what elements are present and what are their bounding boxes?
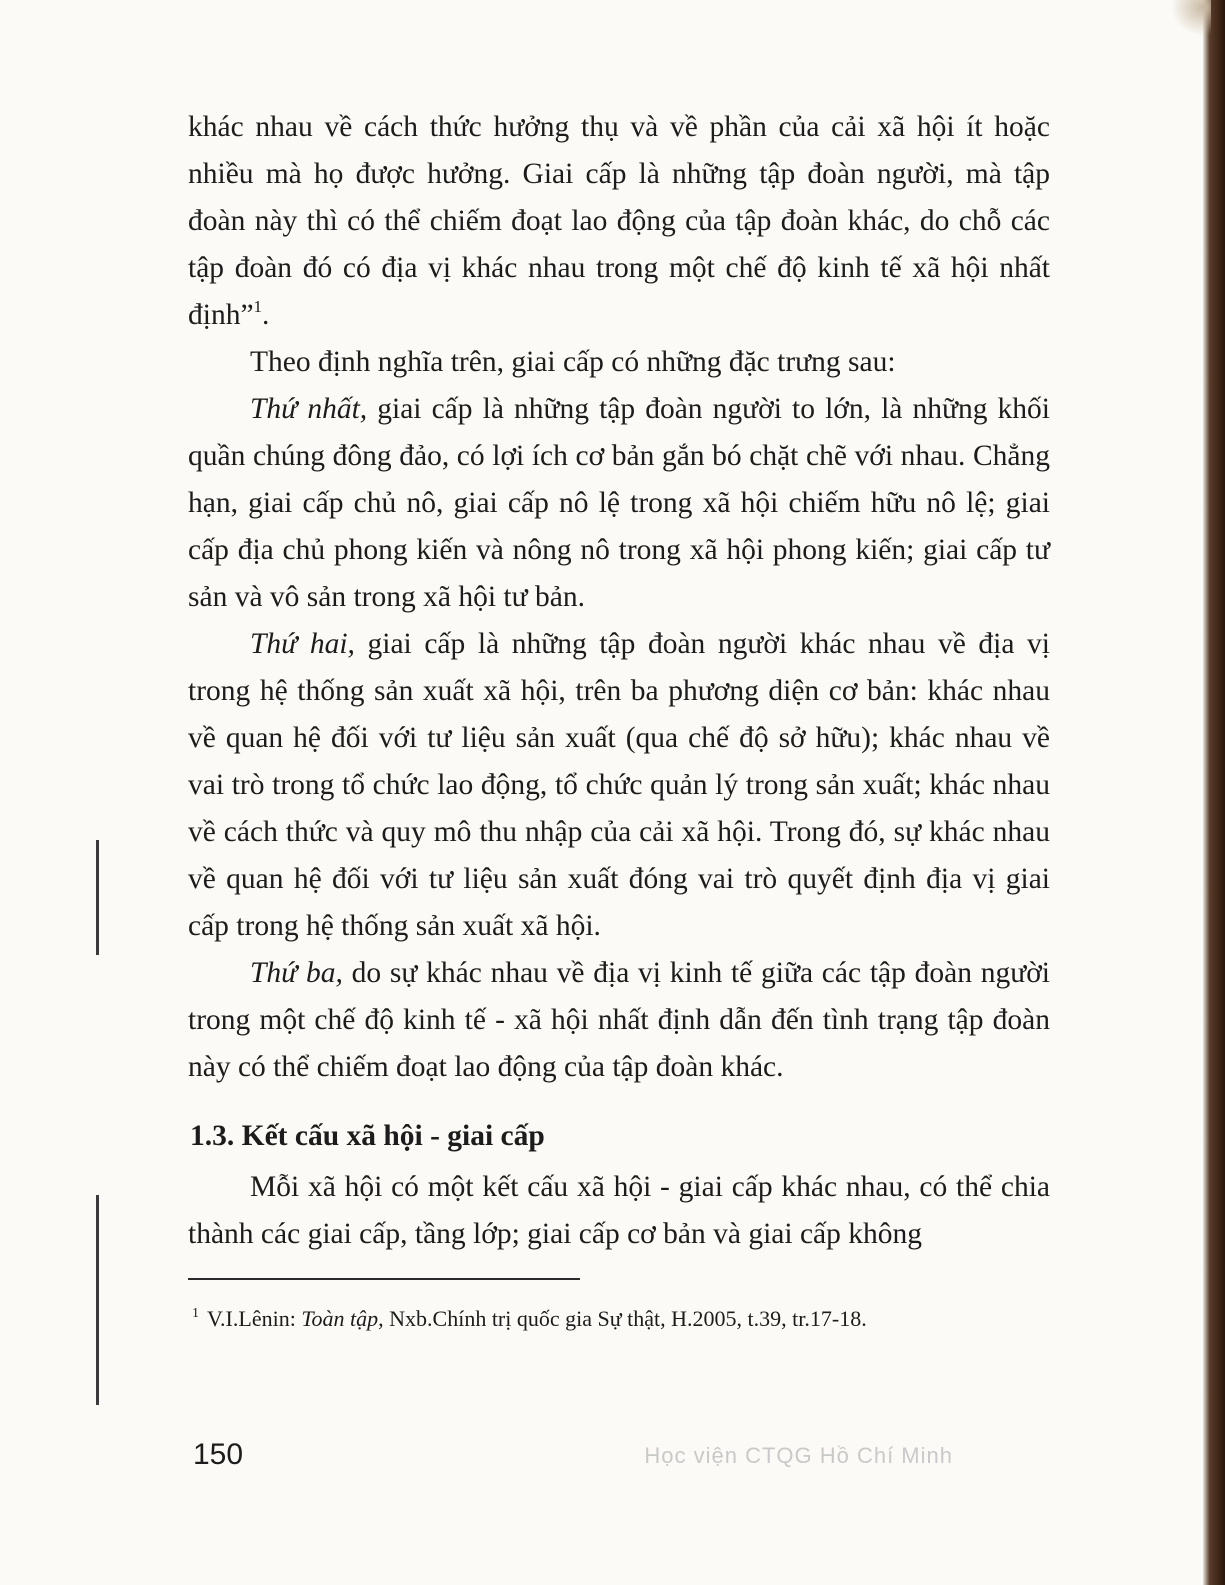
footnote-details: , Nxb.Chính trị quốc gia Sự thật, H.2005, t.39, tr.17-18. [378, 1306, 867, 1331]
page-spine-edge [1203, 0, 1225, 1585]
paragraph-continued-definition [188, 104, 1050, 339]
scan-margin-mark [96, 840, 99, 955]
page-number: 150 [193, 1438, 244, 1471]
section-heading: 1.3. Kết cấu xã hội - giai cấp [190, 1120, 545, 1152]
scan-margin-mark [96, 1195, 99, 1405]
paragraph-characteristics-intro: Theo định nghĩa trên, giai cấp có những đặc trưng sau: [250, 346, 896, 378]
paragraph-text: khác nhau về cách thức hưởng thụ và về phần của cải xã hội ít hoặc nhiều mà họ được hưởng. Giai cấp là những tập đoàn người, mà tập đoàn này thì có thể chiếm đoạt lao động của tập đoàn khác, do chỗ các tập đoàn đó có địa vị khác nhau trong một chế độ kinh tế xã hội nhất định” [188, 111, 1050, 331]
paragraph-text: giai cấp là những tập đoàn người to lớn, là những khối quần chúng đông đảo, có lợi ích cơ bản gắn bó chặt chẽ với nhau. Chẳng hạn, giai cấp chủ nô, giai cấp nô lệ trong xã hội chiếm hữu nô lệ; giai cấp địa chủ phong kiến và nông nô trong xã hội phong kiến; giai cấp tư sản và vô sản trong xã hội tư bản. [188, 393, 1050, 613]
footnote-author: V.I.Lênin: [207, 1306, 302, 1331]
footnote-divider [188, 1278, 580, 1280]
paragraph-text: do sự khác nhau về địa vị kinh tế giữa các tập đoàn người trong một chế độ kinh tế - xã hội nhất định dẫn đến tình trạng tập đoàn này có thể chiếm đoạt lao động của tập đoàn khác. [188, 957, 1051, 1083]
paragraph-first-characteristic [188, 386, 1050, 621]
italic-lead: Thứ hai, [250, 628, 355, 660]
paragraph-social-structure: Mỗi xã hội có một kết cấu xã hội - giai cấp khác nhau, có thể chia thành các giai cấp, tầng lớp; giai cấp cơ bản và giai cấp không [188, 1171, 1050, 1250]
footnote-reference: 1 [253, 297, 263, 316]
footnote-mark: 1 [192, 1306, 199, 1321]
italic-lead: Thứ nhất, [250, 393, 368, 425]
footnote-work-title: Toàn tập [301, 1306, 379, 1331]
italic-lead: Thứ ba, [250, 957, 343, 989]
paragraph-end: . [262, 299, 270, 331]
paragraph-third-characteristic [188, 950, 1050, 1091]
paragraph-second-characteristic [188, 621, 1050, 950]
paragraph-text: giai cấp là những tập đoàn người khác nhau về địa vị trong hệ thống sản xuất xã hội, trên ba phương diện cơ bản: khác nhau về quan hệ đối với tư liệu sản xuất (qua chế độ sở hữu); khác nhau về vai trò trong tổ chức lao động, tổ chức quản lý trong sản xuất; khác nhau về cách thức và quy mô thu nhập của cải xã hội. Trong đó, sự khác nhau về quan hệ đối với tư liệu sản xuất đóng vai trò quyết định địa vị giai cấp trong hệ thống sản xuất xã hội. [188, 628, 1050, 942]
page-footer [193, 1430, 953, 1480]
page-corner-shadow [1171, 0, 1211, 36]
footnote [192, 1304, 1050, 1334]
watermark: Học viện CTQG Hồ Chí Minh [644, 1443, 953, 1468]
page-body [188, 104, 1050, 1334]
